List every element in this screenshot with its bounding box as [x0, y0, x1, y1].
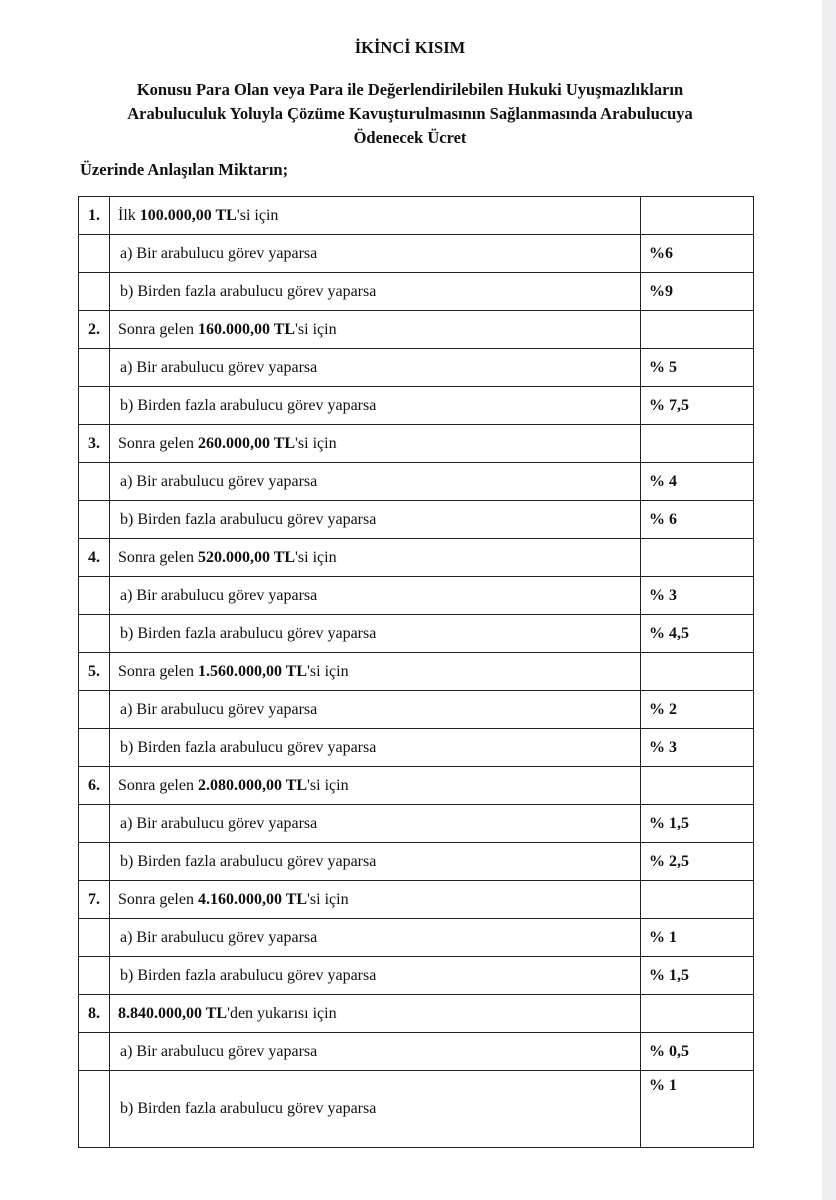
tier-number: 6.: [79, 767, 110, 805]
tier-description: [110, 995, 641, 1033]
tier-suffix: 'si için: [307, 776, 349, 794]
multi-mediator-row: [79, 957, 754, 995]
tier-rate-empty: [641, 767, 754, 805]
subtitle-line: Ödenecek Ücret: [353, 128, 467, 147]
multi-mediator-label: b) Birden fazla arabulucu görev yaparsa: [110, 501, 641, 539]
single-mediator-rate: % 1: [641, 919, 754, 957]
row-number-empty: [79, 577, 110, 615]
row-number-empty: [79, 729, 110, 767]
tier-description: [110, 425, 641, 463]
multi-mediator-row: [79, 501, 754, 539]
tier-header-row: [79, 539, 754, 577]
row-number-empty: [79, 615, 110, 653]
multi-mediator-rate: % 6: [641, 501, 754, 539]
single-mediator-label: a) Bir arabulucu görev yaparsa: [110, 1033, 641, 1071]
multi-mediator-rate: %9: [641, 273, 754, 311]
tier-description: [110, 197, 641, 235]
row-number-empty: [79, 1033, 110, 1071]
tier-rate-empty: [641, 311, 754, 349]
multi-mediator-rate: % 1: [641, 1071, 754, 1148]
tier-header-row: [79, 425, 754, 463]
multi-mediator-rate: % 3: [641, 729, 754, 767]
tier-prefix: Sonra gelen: [118, 434, 198, 452]
multi-mediator-label: b) Birden fazla arabulucu görev yaparsa: [110, 387, 641, 425]
tier-description: [110, 653, 641, 691]
row-number-empty: [79, 957, 110, 995]
single-mediator-row: [79, 1033, 754, 1071]
multi-mediator-rate: % 2,5: [641, 843, 754, 881]
tier-description: [110, 311, 641, 349]
tier-amount: 8.840.000,00 TL: [118, 1004, 228, 1022]
tier-number: 2.: [79, 311, 110, 349]
single-mediator-rate: % 2: [641, 691, 754, 729]
tier-prefix: Sonra gelen: [118, 548, 198, 566]
multi-mediator-label: b) Birden fazla arabulucu görev yaparsa: [110, 957, 641, 995]
tier-prefix: Sonra gelen: [118, 662, 198, 680]
tier-suffix: 'si için: [295, 434, 337, 452]
single-mediator-rate: % 0,5: [641, 1033, 754, 1071]
tier-number: 3.: [79, 425, 110, 463]
tier-suffix: 'si için: [236, 206, 279, 224]
single-mediator-row: [79, 805, 754, 843]
row-number-empty: [79, 691, 110, 729]
page-subtitle: [90, 78, 730, 150]
tier-prefix: Sonra gelen: [118, 890, 198, 908]
tier-rate-empty: [641, 881, 754, 919]
row-number-empty: [79, 235, 110, 273]
tier-suffix: 'si için: [307, 890, 349, 908]
tier-header-row: [79, 995, 754, 1033]
tier-rate-empty: [641, 197, 754, 235]
tier-number: 8.: [79, 995, 110, 1033]
single-mediator-label: a) Bir arabulucu görev yaparsa: [110, 691, 641, 729]
tier-prefix: İlk: [118, 206, 140, 224]
tier-amount: 520.000,00 TL: [197, 548, 296, 566]
single-mediator-rate: % 3: [641, 577, 754, 615]
multi-mediator-row: [79, 843, 754, 881]
tier-rate-empty: [641, 425, 754, 463]
tier-rate-empty: [641, 995, 754, 1033]
row-number-empty: [79, 1071, 110, 1148]
multi-mediator-label: b) Birden fazla arabulucu görev yaparsa: [110, 1071, 641, 1148]
multi-mediator-rate: % 1,5: [641, 957, 754, 995]
subtitle-line: Konusu Para Olan veya Para ile Değerlendirilebilen Hukuki Uyuşmazlıkların: [136, 80, 684, 99]
multi-mediator-row: [79, 615, 754, 653]
tier-header-row: [79, 653, 754, 691]
single-mediator-label: a) Bir arabulucu görev yaparsa: [110, 463, 641, 501]
tier-number: 5.: [79, 653, 110, 691]
single-mediator-row: [79, 349, 754, 387]
multi-mediator-row: [79, 387, 754, 425]
tier-number: 4.: [79, 539, 110, 577]
single-mediator-label: a) Bir arabulucu görev yaparsa: [110, 235, 641, 273]
single-mediator-rate: %6: [641, 235, 754, 273]
tier-description: [110, 881, 641, 919]
tier-rate-empty: [641, 539, 754, 577]
tier-header-row: [79, 881, 754, 919]
tier-suffix: 'si için: [295, 548, 337, 566]
single-mediator-label: a) Bir arabulucu görev yaparsa: [110, 577, 641, 615]
single-mediator-label: a) Bir arabulucu görev yaparsa: [110, 805, 641, 843]
tier-amount: 100.000,00 TL: [139, 206, 237, 224]
tier-number: 1.: [79, 197, 110, 235]
tier-suffix: 'den yukarısı için: [227, 1004, 337, 1022]
tier-header-row: [79, 311, 754, 349]
row-number-empty: [79, 387, 110, 425]
row-number-empty: [79, 843, 110, 881]
single-mediator-row: [79, 577, 754, 615]
single-mediator-row: [79, 463, 754, 501]
multi-mediator-label: b) Birden fazla arabulucu görev yaparsa: [110, 729, 641, 767]
tier-suffix: 'si için: [307, 662, 349, 680]
row-number-empty: [79, 805, 110, 843]
tier-amount: 260.000,00 TL: [197, 434, 296, 452]
tier-header-row: [79, 197, 754, 235]
multi-mediator-label: b) Birden fazla arabulucu görev yaparsa: [110, 843, 641, 881]
tier-prefix: Sonra gelen: [118, 320, 198, 338]
single-mediator-label: a) Bir arabulucu görev yaparsa: [110, 349, 641, 387]
tier-rate-empty: [641, 653, 754, 691]
single-mediator-row: [79, 235, 754, 273]
single-mediator-rate: % 5: [641, 349, 754, 387]
multi-mediator-row: [79, 273, 754, 311]
tier-number: 7.: [79, 881, 110, 919]
tier-amount: 2.080.000,00 TL: [197, 776, 308, 794]
multi-mediator-row: [79, 1071, 754, 1148]
multi-mediator-label: b) Birden fazla arabulucu görev yaparsa: [110, 273, 641, 311]
multi-mediator-label: b) Birden fazla arabulucu görev yaparsa: [110, 615, 641, 653]
tier-header-row: [79, 767, 754, 805]
tier-description: [110, 539, 641, 577]
page-title: İKİNCİ KISIM: [354, 38, 466, 57]
fee-table-body: [79, 197, 754, 1148]
tier-description: [110, 767, 641, 805]
fee-table: [78, 196, 754, 1148]
tier-amount: 4.160.000,00 TL: [197, 890, 308, 908]
row-number-empty: [79, 919, 110, 957]
intro-text: Üzerinde Anlaşılan Miktarın;: [80, 160, 289, 179]
tier-amount: 160.000,00 TL: [197, 320, 296, 338]
tier-prefix: Sonra gelen: [118, 776, 198, 794]
row-number-empty: [79, 349, 110, 387]
multi-mediator-rate: % 7,5: [641, 387, 754, 425]
tier-suffix: 'si için: [295, 320, 337, 338]
multi-mediator-row: [79, 729, 754, 767]
multi-mediator-rate: % 4,5: [641, 615, 754, 653]
single-mediator-row: [79, 691, 754, 729]
single-mediator-rate: % 4: [641, 463, 754, 501]
subtitle-line: Arabuluculuk Yoluyla Çözüme Kavuşturulmasının Sağlanmasında Arabulucuya: [127, 104, 693, 123]
single-mediator-label: a) Bir arabulucu görev yaparsa: [110, 919, 641, 957]
row-number-empty: [79, 273, 110, 311]
tier-amount: 1.560.000,00 TL: [197, 662, 308, 680]
row-number-empty: [79, 501, 110, 539]
row-number-empty: [79, 463, 110, 501]
single-mediator-rate: % 1,5: [641, 805, 754, 843]
single-mediator-row: [79, 919, 754, 957]
